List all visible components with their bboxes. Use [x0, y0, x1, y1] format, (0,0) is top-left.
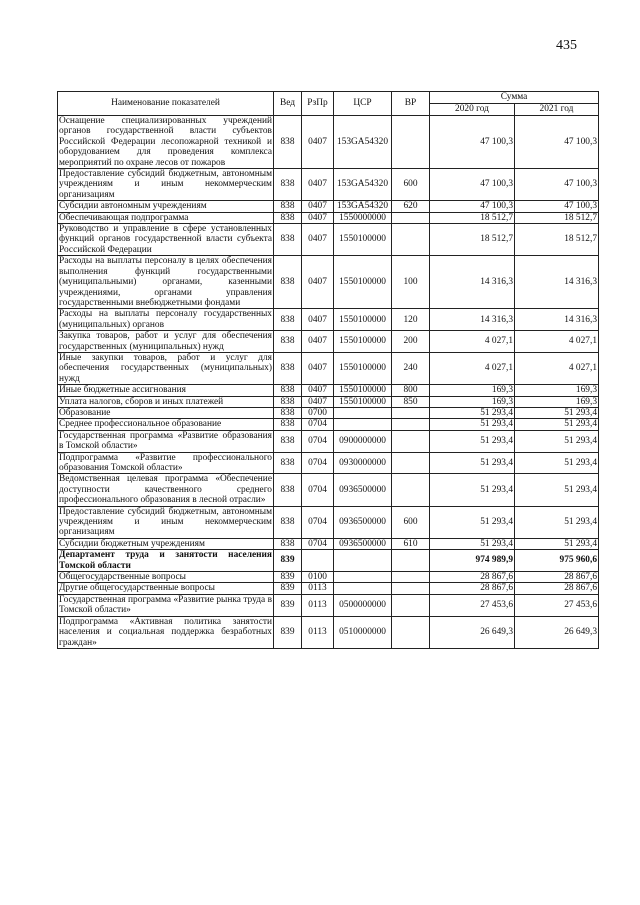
cell-sum-2020: 169,3	[430, 396, 515, 407]
cell-vr	[392, 616, 430, 648]
cell-name: Расходы на выплаты персоналу государственных (муниципальных) органов	[59, 309, 272, 330]
cell-name: Общегосударственные вопросы	[58, 572, 274, 583]
cell-name: Другие общегосударственные вопросы	[58, 583, 274, 594]
cell-sum-2020: 14 316,3	[430, 309, 515, 331]
cell-rzpr: 0704	[302, 474, 334, 506]
cell-sum-2021: 47 100,3	[515, 116, 599, 169]
cell-rzpr: 0704	[302, 419, 334, 430]
header-sum: Сумма	[430, 92, 599, 104]
cell-sum-2021: 169,3	[515, 385, 599, 396]
cell-csr	[334, 583, 392, 594]
cell-sum-2020: 26 649,3	[430, 616, 515, 648]
cell-csr: 1550100000	[334, 385, 392, 396]
table-row	[58, 583, 599, 594]
table-row	[58, 331, 599, 353]
table-row	[58, 256, 599, 309]
cell-name: Государственная программа «Развитие рынка труда в Томской области»	[59, 594, 272, 616]
cell-sum-2020: 51 293,4	[430, 506, 515, 538]
cell-ved: 839	[274, 583, 302, 594]
cell-ved: 838	[274, 452, 302, 474]
cell-vr: 600	[392, 506, 430, 538]
cell-csr: 0900000000	[334, 430, 392, 452]
cell-ved: 838	[274, 396, 302, 407]
cell-ved: 838	[274, 212, 302, 223]
cell-sum-2020: 51 293,4	[430, 538, 515, 549]
cell-sum-2021: 47 100,3	[515, 201, 599, 212]
cell-rzpr: 0704	[302, 430, 334, 452]
cell-sum-2020: 28 867,6	[430, 572, 515, 583]
budget-table	[57, 91, 599, 649]
cell-vr: 200	[392, 331, 430, 353]
cell-ved: 838	[274, 506, 302, 538]
cell-vr: 610	[392, 538, 430, 549]
cell-rzpr: 0704	[302, 538, 334, 549]
cell-csr: 1550100000	[334, 224, 392, 256]
cell-name: Подпрограмма «Активная политика занятости населения и социальная поддержка безработных граждан»	[59, 616, 272, 648]
header-ved: Вед	[274, 92, 302, 116]
table-row	[58, 224, 599, 256]
cell-csr: 153GA54320	[334, 201, 392, 212]
cell-sum-2021: 47 100,3	[515, 169, 599, 201]
cell-vr	[392, 452, 430, 474]
table-row	[58, 201, 599, 212]
cell-vr	[392, 572, 430, 583]
cell-rzpr: 0407	[302, 385, 334, 396]
table-row	[58, 550, 599, 572]
cell-name: Оснащение специализированных учреждений органов государственной власти субъектов Российской Федерации лесопожарной техникой и оборудованием для проведения комплекса мероприятий по охране лесов от пожаров	[59, 116, 272, 168]
cell-sum-2021: 51 293,4	[515, 506, 599, 538]
cell-rzpr: 0407	[302, 212, 334, 223]
cell-sum-2021: 51 293,4	[515, 538, 599, 549]
header-vr: ВР	[392, 92, 430, 116]
cell-csr: 153GA54320	[334, 116, 392, 169]
cell-name: Предоставление субсидий бюджетным, автономным учреждениям и иным некоммерческим организациям	[59, 169, 272, 200]
cell-ved: 838	[274, 430, 302, 452]
cell-name: Предоставление субсидий бюджетным, автономным учреждениям и иным некоммерческим организациям	[59, 506, 272, 538]
cell-sum-2020: 28 867,6	[430, 583, 515, 594]
cell-rzpr: 0100	[302, 572, 334, 583]
cell-sum-2020: 47 100,3	[430, 116, 515, 169]
cell-ved: 838	[274, 309, 302, 331]
cell-sum-2021: 18 512,7	[515, 224, 599, 256]
cell-sum-2021: 4 027,1	[515, 352, 599, 384]
cell-sum-2021: 51 293,4	[515, 407, 599, 418]
cell-ved: 838	[274, 331, 302, 353]
cell-ved: 838	[274, 538, 302, 549]
cell-csr: 1550100000	[334, 331, 392, 353]
cell-ved: 838	[274, 224, 302, 256]
cell-sum-2020: 18 512,7	[430, 212, 515, 223]
header-year-2021: 2021 год	[515, 104, 599, 116]
cell-csr	[334, 550, 392, 572]
table-row	[58, 430, 599, 452]
cell-csr: 1550100000	[334, 256, 392, 309]
cell-name: Обеспечивающая подпрограмма	[58, 212, 274, 223]
table-row	[58, 538, 599, 549]
cell-name: Среднее профессиональное образование	[58, 419, 274, 430]
cell-sum-2020: 14 316,3	[430, 256, 515, 309]
cell-csr: 1550100000	[334, 309, 392, 331]
cell-csr: 1550100000	[334, 396, 392, 407]
cell-csr: 1550000000	[334, 212, 392, 223]
cell-vr	[392, 407, 430, 418]
cell-ved: 838	[274, 201, 302, 212]
cell-vr: 240	[392, 352, 430, 384]
cell-name: Уплата налогов, сборов и иных платежей	[58, 396, 274, 407]
cell-vr: 850	[392, 396, 430, 407]
table-row	[58, 396, 599, 407]
cell-ved: 838	[274, 474, 302, 506]
cell-csr	[334, 572, 392, 583]
cell-csr: 153GA54320	[334, 169, 392, 201]
cell-ved: 838	[274, 169, 302, 201]
table-row	[58, 385, 599, 396]
cell-sum-2021: 975 960,6	[515, 550, 599, 572]
cell-vr	[392, 224, 430, 256]
cell-vr: 620	[392, 201, 430, 212]
table-row	[58, 616, 599, 648]
header-rzpr: РзПр	[302, 92, 334, 116]
cell-vr: 100	[392, 256, 430, 309]
cell-ved: 838	[274, 385, 302, 396]
cell-csr: 0936500000	[334, 538, 392, 549]
cell-vr: 120	[392, 309, 430, 331]
cell-sum-2021: 4 027,1	[515, 331, 599, 353]
cell-csr: 1550100000	[334, 352, 392, 384]
cell-name: Расходы на выплаты персоналу в целях обеспечения выполнения функций государственными (муниципальными) органами, казенными учреждениями, органами управления государственными внебюджетными фондами	[59, 256, 272, 308]
cell-sum-2020: 27 453,6	[430, 594, 515, 616]
cell-ved: 839	[274, 572, 302, 583]
cell-ved: 839	[274, 616, 302, 648]
cell-sum-2020: 51 293,4	[430, 474, 515, 506]
table-body	[58, 116, 599, 649]
cell-sum-2021: 14 316,3	[515, 256, 599, 309]
cell-name: Субсидии автономным учреждениям	[58, 201, 274, 212]
cell-ved: 838	[274, 256, 302, 309]
cell-name: Департамент труда и занятости населения Томской области	[59, 550, 272, 571]
cell-name: Образование	[58, 407, 274, 418]
cell-name: Иные бюджетные ассигнования	[58, 385, 274, 396]
cell-sum-2020: 47 100,3	[430, 201, 515, 212]
cell-csr: 0936500000	[334, 506, 392, 538]
cell-rzpr	[302, 550, 334, 572]
cell-vr	[392, 430, 430, 452]
table-row	[58, 594, 599, 616]
cell-rzpr: 0113	[302, 594, 334, 616]
cell-rzpr: 0407	[302, 309, 334, 331]
cell-sum-2020: 18 512,7	[430, 224, 515, 256]
cell-ved: 838	[274, 352, 302, 384]
table-row	[58, 419, 599, 430]
header-csr: ЦСР	[334, 92, 392, 116]
cell-sum-2021: 28 867,6	[515, 572, 599, 583]
cell-ved: 838	[274, 407, 302, 418]
cell-rzpr: 0704	[302, 452, 334, 474]
cell-rzpr: 0407	[302, 352, 334, 384]
cell-sum-2021: 26 649,3	[515, 616, 599, 648]
cell-vr: 800	[392, 385, 430, 396]
table-row	[58, 352, 599, 384]
cell-sum-2021: 51 293,4	[515, 430, 599, 452]
cell-vr	[392, 583, 430, 594]
cell-name: Закупка товаров, работ и услуг для обеспечения государственных (муниципальных) нужд	[59, 331, 272, 352]
cell-vr	[392, 594, 430, 616]
cell-csr: 0936500000	[334, 474, 392, 506]
table-row	[58, 212, 599, 223]
cell-name: Субсидии бюджетным учреждениям	[58, 538, 274, 549]
cell-name: Государственная программа «Развитие образования в Томской области»	[59, 430, 272, 452]
cell-sum-2020: 974 989,9	[430, 550, 515, 572]
table-row	[58, 474, 599, 506]
cell-sum-2021: 18 512,7	[515, 212, 599, 223]
cell-vr	[392, 419, 430, 430]
header-year-2020: 2020 год	[430, 104, 515, 116]
cell-rzpr: 0113	[302, 583, 334, 594]
page-number: 435	[556, 38, 577, 53]
cell-rzpr: 0407	[302, 169, 334, 201]
cell-sum-2020: 4 027,1	[430, 331, 515, 353]
cell-sum-2020: 47 100,3	[430, 169, 515, 201]
cell-ved: 838	[274, 419, 302, 430]
cell-csr: 0510000000	[334, 616, 392, 648]
cell-ved: 839	[274, 594, 302, 616]
cell-vr	[392, 550, 430, 572]
cell-vr	[392, 212, 430, 223]
cell-rzpr: 0407	[302, 331, 334, 353]
cell-rzpr: 0407	[302, 201, 334, 212]
cell-vr	[392, 474, 430, 506]
cell-vr: 600	[392, 169, 430, 201]
cell-sum-2021: 51 293,4	[515, 474, 599, 506]
cell-rzpr: 0407	[302, 224, 334, 256]
table-row	[58, 506, 599, 538]
cell-csr	[334, 407, 392, 418]
cell-sum-2021: 51 293,4	[515, 452, 599, 474]
cell-sum-2021: 14 316,3	[515, 309, 599, 331]
cell-rzpr: 0407	[302, 116, 334, 169]
cell-name: Подпрограмма «Развитие профессионального образования Томской области»	[59, 452, 272, 473]
cell-name: Руководство и управление в сфере установленных функций органов государственной власти субъекта Российской Федерации	[59, 224, 272, 255]
cell-sum-2020: 51 293,4	[430, 430, 515, 452]
cell-name: Иные закупки товаров, работ и услуг для обеспечения государственных (муниципальных) нужд	[59, 352, 272, 384]
cell-rzpr: 0407	[302, 396, 334, 407]
cell-ved: 838	[274, 116, 302, 169]
cell-sum-2020: 51 293,4	[430, 419, 515, 430]
cell-rzpr: 0407	[302, 256, 334, 309]
cell-sum-2020: 51 293,4	[430, 407, 515, 418]
table-row	[58, 116, 599, 169]
cell-sum-2021: 169,3	[515, 396, 599, 407]
cell-csr	[334, 419, 392, 430]
cell-sum-2020: 51 293,4	[430, 452, 515, 474]
cell-rzpr: 0113	[302, 616, 334, 648]
cell-vr	[392, 116, 430, 169]
table-row	[58, 309, 599, 331]
table-row	[58, 452, 599, 474]
cell-sum-2021: 51 293,4	[515, 419, 599, 430]
cell-sum-2021: 28 867,6	[515, 583, 599, 594]
cell-ved: 839	[274, 550, 302, 572]
table-row	[58, 407, 599, 418]
cell-csr: 0930000000	[334, 452, 392, 474]
cell-sum-2020: 4 027,1	[430, 352, 515, 384]
cell-rzpr: 0700	[302, 407, 334, 418]
table-row	[58, 169, 599, 201]
cell-csr: 0500000000	[334, 594, 392, 616]
cell-name: Ведомственная целевая программа «Обеспечение доступности качественного среднего профессионального образования в лесной отрасли»	[59, 474, 272, 506]
cell-rzpr: 0704	[302, 506, 334, 538]
header-name: Наименование показателей	[58, 92, 274, 116]
cell-sum-2021: 27 453,6	[515, 594, 599, 616]
table-row	[58, 572, 599, 583]
cell-sum-2020: 169,3	[430, 385, 515, 396]
